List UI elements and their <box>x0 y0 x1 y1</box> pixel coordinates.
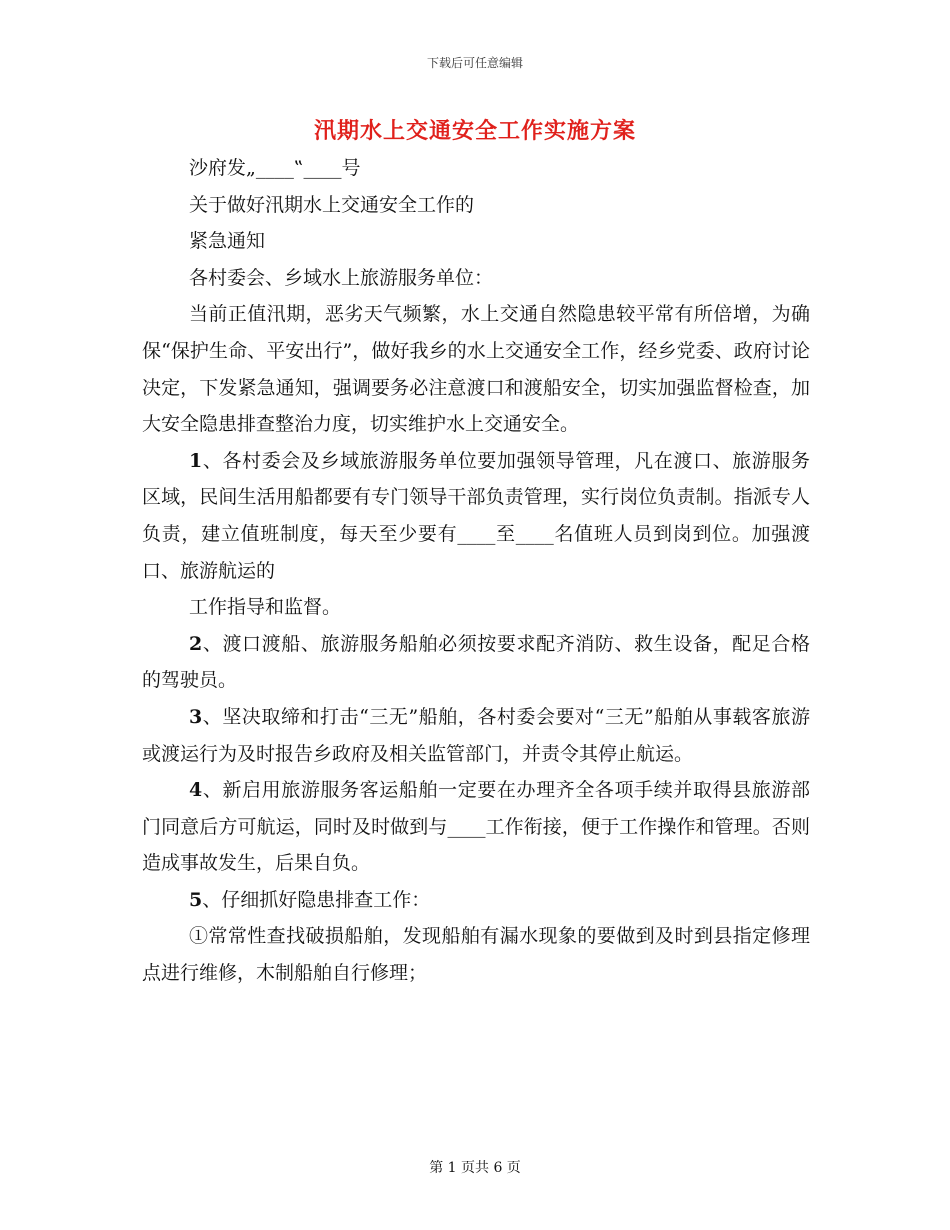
notice-title-line-2: 紧急通知 <box>189 230 266 253</box>
item-4-text: 、新启用旅游服务客运船舶一定要在办理齐全各项手续并取得县旅游部门同意后方可航运，同时及时做到与____工作衔接，便于工作操作和管理。否则造成事故发生，后果自负。 <box>142 779 810 875</box>
item-1-text: 、各村委会及乡域旅游服务单位要加强领导管理，凡在渡口、旅游服务区域，民间生活用船都要有专门领导干部负责管理，实行岗位负责制。指派专人负责，建立值班制度，每天至少要有____至____名值班人员到岗到位。加强渡口、旅游航运的 <box>142 449 810 582</box>
notice-title-line-1: 关于做好汛期水上交通安全工作的 <box>189 193 475 216</box>
sub-item-1: ①常常性查找破损船舶，发现船舶有漏水现象的要做到及时到县指定修理点进行维修，木制船舶自行修理； <box>142 925 810 985</box>
document-title: 汛期水上交通安全工作实施方案 <box>313 118 636 144</box>
item-5-number: 5 <box>189 888 203 911</box>
item-4 <box>142 772 810 882</box>
header-note: 下载后可任意编辑 <box>426 56 523 70</box>
item-3-text: 、坚决取缔和打击“三无”船舶，各村委会要对“三无”船舶从事载客旅游或渡运行为及时报告乡政府及相关监管部门，并责令其停止航运。 <box>142 705 810 765</box>
page-footer: 第 1 页共 6 页 <box>429 1160 521 1176</box>
item-3-number: 3 <box>189 705 203 728</box>
item-2-number: 2 <box>189 632 203 655</box>
item-5 <box>142 882 810 919</box>
item-5-text: 、仔细抓好隐患排查工作： <box>202 888 431 911</box>
item-2 <box>142 626 810 699</box>
item-2-text: 、渡口渡船、旅游服务船舶必须按要求配齐消防、救生设备，配足合格的驾驶员。 <box>142 632 810 692</box>
intro-paragraph: 当前正值汛期，恶劣天气频繁，水上交通自然隐患较平常有所倍增，为确保“保护生命、平安出行”，做好我乡的水上交通安全工作，经乡党委、政府讨论决定，下发紧急通知，强调要务必注意渡口和渡船安全，切实加强监督检查，加大安全隐患排查整治力度，切实维护水上交通安全。 <box>142 303 810 436</box>
reference-number: 沙府发„____‟____号 <box>189 157 361 179</box>
item-3 <box>142 699 810 772</box>
item-4-number: 4 <box>189 779 203 802</box>
item-1-number: 1 <box>189 449 203 472</box>
item-1 <box>142 443 810 589</box>
addressee: 各村委会、乡域水上旅游服务单位： <box>189 266 494 289</box>
document-body <box>142 150 810 992</box>
item-1-continuation: 工作指导和监督。 <box>189 596 342 619</box>
